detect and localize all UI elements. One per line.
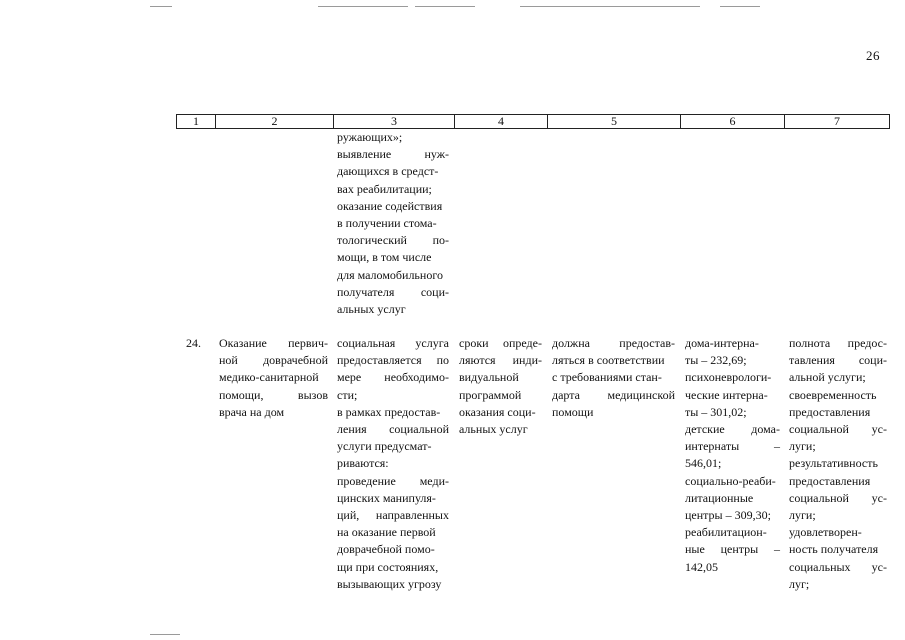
text-line: сти; — [337, 387, 358, 402]
text-line: социальной ус- — [789, 490, 887, 505]
text-line: Оказание первич- — [219, 336, 328, 350]
text-line: в рамках предостав- — [337, 404, 441, 419]
text-line: луги; — [789, 439, 816, 454]
text-line: медико-санитарной — [219, 370, 319, 385]
header-col-4: 4 — [455, 115, 548, 128]
text-line: альных услуг — [337, 302, 406, 317]
text-line: результативность — [789, 456, 878, 471]
text-line: услуги предусмат- — [337, 439, 432, 454]
text-line: предоставления — [789, 404, 871, 419]
text-line: программой — [459, 387, 522, 402]
scan-artifact-line — [150, 634, 180, 635]
text-line: полнота предос- — [789, 336, 887, 350]
text-line: выявление нуж- — [337, 147, 449, 162]
text-line: социально-реаби- — [685, 473, 776, 488]
row-number: 24. — [186, 336, 201, 350]
text-line: социальных ус- — [789, 559, 887, 574]
scan-artifact-line — [150, 6, 172, 7]
text-line: тологический по- — [337, 233, 449, 248]
service-content — [337, 335, 449, 593]
text-line: луги; — [789, 508, 816, 523]
text-line: дающихся в средст- — [337, 164, 439, 179]
text-line: ность получателя — [789, 542, 879, 557]
text-line: детские дома- — [685, 422, 780, 437]
service-name — [219, 335, 328, 421]
text-line: литационные — [685, 490, 754, 505]
text-line: ления социальной — [337, 422, 449, 437]
text-line: вах реабилитации; — [337, 181, 432, 196]
continued-cell-text — [337, 129, 449, 318]
text-line: риваются: — [337, 456, 389, 471]
text-line: ляться в соответствии — [552, 353, 665, 368]
text-line: психоневрологи- — [685, 370, 772, 385]
text-line: помощи, вызов — [219, 387, 328, 402]
service-terms — [459, 335, 542, 438]
service-tariffs — [685, 335, 780, 576]
text-line: предоставления — [789, 473, 871, 488]
text-line: цинских манипуля- — [337, 490, 436, 505]
text-line: видуальной — [459, 370, 519, 385]
text-line: получателя соци- — [337, 284, 449, 299]
text-line: социальной ус- — [789, 422, 887, 437]
text-line: интернаты – — [685, 439, 780, 454]
text-line: альной услуги; — [789, 370, 866, 385]
header-col-7: 7 — [834, 114, 840, 128]
text-line: доврачебной помо- — [337, 542, 435, 557]
text-line: оказание содействия — [337, 198, 443, 213]
text-line: ты – 232,69; — [685, 353, 747, 368]
header-col-6: 6 — [681, 115, 785, 128]
service-standard — [552, 335, 675, 421]
text-line: 546,01; — [685, 456, 722, 471]
header-col-2: 2 — [216, 115, 334, 128]
header-col-1: 1 — [177, 115, 216, 128]
text-line: дарта медицинской — [552, 387, 675, 402]
text-line: проведение меди- — [337, 473, 449, 488]
text-line: предоставляется по — [337, 353, 449, 368]
text-line: своевременность — [789, 387, 877, 402]
text-line: должна предостав- — [552, 336, 675, 350]
text-line: вызывающих угрозу — [337, 576, 442, 591]
scan-artifact-line — [318, 6, 408, 7]
header-col-5: 5 — [548, 115, 681, 128]
header-col-3: 3 — [334, 115, 455, 128]
text-line: ные центры – — [685, 542, 780, 557]
table-header-row — [176, 114, 890, 129]
service-quality — [789, 335, 887, 593]
text-line: ты – 301,02; — [685, 404, 747, 419]
text-line: удовлетворен- — [789, 525, 862, 540]
text-line: социальная услуга — [337, 336, 449, 350]
text-line: ной доврачебной — [219, 353, 328, 368]
text-line: на оказание первой — [337, 525, 436, 540]
text-line: ляются инди- — [459, 353, 542, 368]
scan-artifact-line — [415, 6, 475, 7]
scan-artifact-line — [520, 6, 700, 7]
text-line: сроки опреде- — [459, 336, 542, 350]
text-line: для маломобильного — [337, 267, 443, 282]
text-line: тавления соци- — [789, 353, 887, 368]
text-line: мере необходимо- — [337, 370, 449, 385]
text-line: центры – 309,30; — [685, 508, 771, 523]
text-line: оказания соци- — [459, 404, 536, 419]
text-line: ческие интерна- — [685, 387, 768, 402]
text-line: луг; — [789, 576, 810, 591]
text-line: реабилитацион- — [685, 525, 767, 540]
text-line: с требованиями стан- — [552, 370, 662, 385]
text-line: ций, направленных — [337, 508, 449, 523]
page-number: 26 — [866, 48, 880, 63]
text-line: дома-интерна- — [685, 336, 759, 350]
scan-artifact-line — [720, 6, 760, 7]
text-line: альных услуг — [459, 422, 528, 437]
text-line: врача на дом — [219, 404, 285, 419]
text-line: ружающих»; — [337, 130, 403, 144]
text-line: мощи, в том числе — [337, 250, 432, 265]
text-line: 142,05 — [685, 559, 718, 574]
text-line: в получении стома- — [337, 216, 437, 231]
text-line: помощи — [552, 404, 594, 419]
text-line: щи при состояниях, — [337, 559, 439, 574]
